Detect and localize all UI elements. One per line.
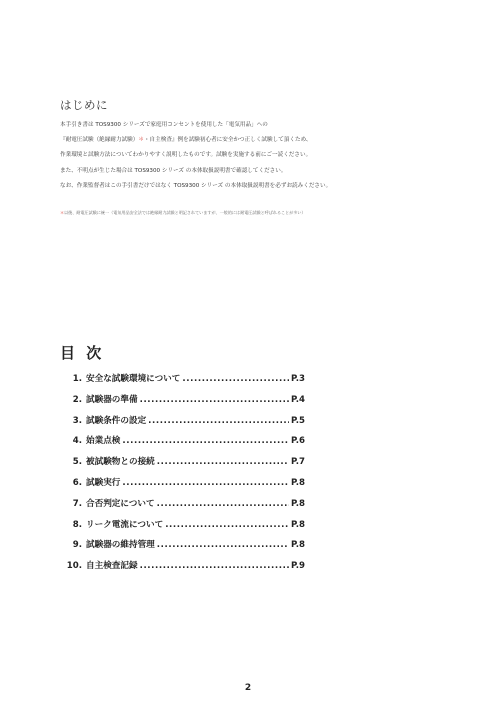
toc-entry-title: リーク電流について xyxy=(86,519,164,530)
intro-line: 本手引き書は TOS9300 シリーズで家庭用コンセントを使用した「電気用品」への xyxy=(60,122,268,128)
toc-entry-number: 7. xyxy=(72,498,82,509)
toc-page-number: 4 xyxy=(299,394,305,405)
toc-page-number: 9 xyxy=(299,561,305,572)
toc-entry-title: 試験条件の設定 xyxy=(86,415,147,426)
footnote xyxy=(60,210,306,216)
toc-page-number: 3 xyxy=(299,374,305,384)
toc-entry-title: 合否判定について xyxy=(86,498,155,509)
toc-entry-number: 4. xyxy=(72,436,82,447)
toc-entry-title: 試験実行 xyxy=(86,477,121,488)
toc-entry-number: 2. xyxy=(72,394,82,405)
toc-entry[interactable] xyxy=(60,393,305,414)
toc-entry[interactable] xyxy=(60,538,305,559)
toc-leader-dots xyxy=(140,561,289,571)
toc-page-prefix: P. xyxy=(291,415,300,426)
toc-entry-title: 安全な試験環境について xyxy=(86,374,181,384)
toc-leader-dots xyxy=(182,374,289,384)
toc-entry-title: 自主検査記録 xyxy=(86,561,138,572)
toc-page-number: 8 xyxy=(299,498,305,509)
toc-entry-page xyxy=(291,520,305,530)
toc-entry[interactable] xyxy=(60,434,305,455)
footnote-reference-mark: ＊ xyxy=(138,137,144,144)
toc-entry-number: 5. xyxy=(72,457,82,468)
toc-page-prefix: P. xyxy=(291,477,300,488)
toc-entry-page xyxy=(291,457,305,467)
toc-leader-dots xyxy=(157,499,289,509)
toc-entry-number: 6. xyxy=(72,477,82,488)
toc-page-number: 8 xyxy=(299,540,305,551)
toc-entry-page xyxy=(291,416,305,426)
toc-entry[interactable] xyxy=(60,476,305,497)
toc-entry-page xyxy=(291,561,305,571)
toc-leader-dots xyxy=(157,540,289,550)
toc-entry-page xyxy=(291,478,305,488)
toc-entry-number: 10. xyxy=(66,561,82,572)
toc-page-prefix: P. xyxy=(291,394,300,405)
toc-entry-number: 3. xyxy=(72,415,82,426)
intro-line: 『耐電圧試験（絶縁耐力試験）＊・自主検査』例を試験初心者に安全かつ正しく試験して頂くため、 xyxy=(60,137,312,144)
intro-line: なお、作業監督者はこの手引書だけではなく TOS9300 シリーズ の本体取扱説明書を必ずお読みください。 xyxy=(60,182,332,189)
toc-entry-page xyxy=(291,436,305,446)
toc-leader-dots xyxy=(122,436,289,446)
toc-page-number: 8 xyxy=(299,519,305,530)
toc-entry-title: 試験器の準備 xyxy=(86,394,138,405)
toc-page-prefix: P. xyxy=(291,519,300,530)
toc-page-number: 5 xyxy=(299,415,305,426)
toc-entry[interactable] xyxy=(60,372,305,393)
toc-entry-title: 被試験物との接続 xyxy=(86,457,155,468)
toc-page-prefix: P. xyxy=(291,374,300,384)
toc-heading: 目 次 xyxy=(60,344,105,362)
toc-entry[interactable] xyxy=(60,518,305,539)
page-number: 2 xyxy=(244,683,252,693)
toc-page-number: 7 xyxy=(299,457,305,468)
intro-line: 作業環境と試験方法についてわかりやすく説明したものです。試験を実施する前にご一読ください。 xyxy=(60,152,312,159)
intro-heading: はじめに xyxy=(60,98,108,112)
toc-entry-page xyxy=(291,374,305,384)
intro-paragraph xyxy=(60,123,440,199)
toc-leader-dots xyxy=(165,520,289,530)
toc-entry[interactable] xyxy=(60,497,305,518)
toc-leader-dots xyxy=(122,478,289,488)
toc-page-prefix: P. xyxy=(291,457,300,468)
toc-entry-number: 9. xyxy=(72,540,82,551)
table-of-contents xyxy=(60,372,305,580)
toc-entry[interactable] xyxy=(60,455,305,476)
toc-leader-dots xyxy=(140,395,289,405)
toc-leader-dots xyxy=(157,457,289,467)
toc-entry-page xyxy=(291,540,305,550)
toc-page-prefix: P. xyxy=(291,498,300,509)
toc-entry-number: 1. xyxy=(72,374,82,384)
toc-entry-title: 始業点検 xyxy=(86,436,121,447)
toc-page-prefix: P. xyxy=(291,561,300,572)
toc-entry-number: 8. xyxy=(72,519,82,530)
toc-page-number: 8 xyxy=(299,477,305,488)
footnote-text: 以後、耐電圧試験に統一（電気用品安全法では絶縁耐力試験と明記されていますが、一般的には耐電圧試験と呼ばれることが多い） xyxy=(64,210,306,215)
toc-entry[interactable] xyxy=(60,559,305,580)
toc-page-prefix: P. xyxy=(291,436,300,447)
toc-entry-page xyxy=(291,499,305,509)
intro-line: また、不明点が生じた場合は TOS9300 シリーズ の本体取扱説明書で確認してください。 xyxy=(60,167,287,174)
toc-entry-page xyxy=(291,395,305,405)
toc-entry-title: 試験器の維持管理 xyxy=(86,540,155,551)
toc-page-prefix: P. xyxy=(291,540,300,551)
toc-leader-dots xyxy=(148,416,289,426)
toc-page-number: 6 xyxy=(299,436,305,447)
footnote-mark: ＊ xyxy=(60,210,65,215)
toc-entry[interactable] xyxy=(60,414,305,435)
